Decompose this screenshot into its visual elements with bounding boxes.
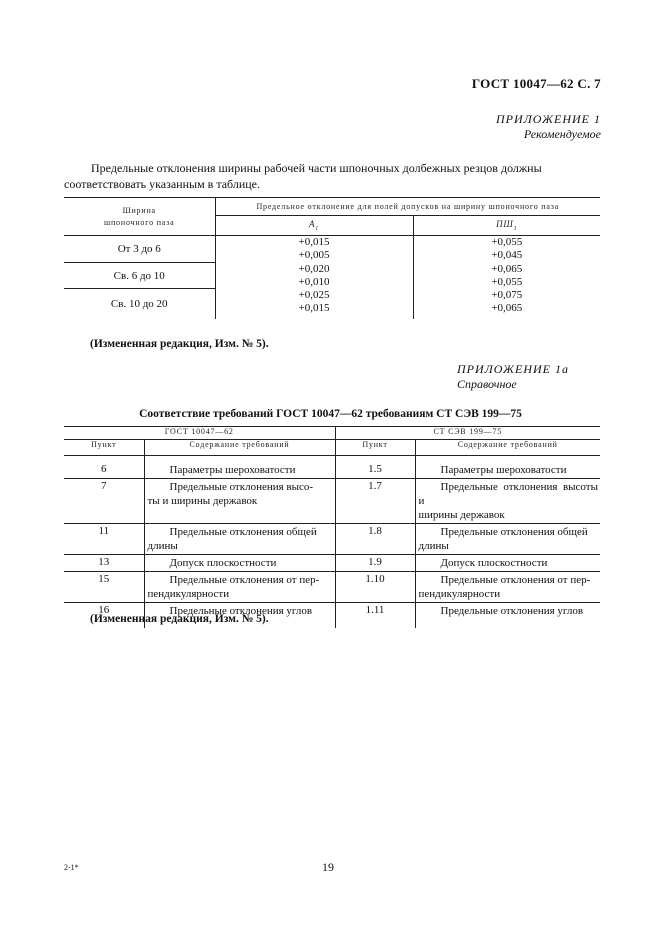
tolerance-table [64, 197, 600, 319]
row-label: От 3 до 6 [64, 236, 215, 263]
table-row: 6 Параметры шероховатости 1.5 Параметры шероховатости [64, 462, 600, 479]
col-header-content: Содержание требований [415, 440, 600, 456]
col-header-width-line2: шпоночного паза [104, 218, 175, 227]
row-label: Св. 10 до 20 [110, 297, 168, 310]
col-header-content: Содержание требований [144, 440, 335, 456]
table-row: 7 Предельные отклонения высо- ты и ширины державок 1.7 Предельные отклонения высоты и ширины державок [64, 478, 600, 523]
intro-paragraph: Предельные отклонения ширины рабочей части шпоночных долбежных резцов должны соответствовать указанным в таблице. [64, 161, 542, 191]
row-b-value: +0,065 +0,055 [413, 263, 600, 289]
appendix-1-subtitle: Рекомендуемое [523, 127, 601, 141]
appendix-1a-title: ПРИЛОЖЕНИЕ 1а [457, 362, 569, 376]
amendment-note-2: (Измененная редакция, Изм. № 5). [90, 613, 269, 625]
table-row: 15 Предельные отклонения от пер- пендикулярности 1.10 Предельные отклонения от пер- пендикулярности [64, 571, 600, 602]
row-label: Св. 6 до 10 [64, 263, 215, 289]
col-header-item: Пункт [64, 440, 144, 456]
col-header-a: $А_1$ [215, 216, 413, 236]
appendix-1a-subtitle: Справочное [457, 377, 517, 391]
col-header-b: $ПШ_1$ [413, 216, 600, 236]
row-b-value: +0,075 +0,065 [413, 289, 600, 319]
amendment-note-1: (Измененная редакция, Изм. № 5). [90, 338, 269, 350]
col-header-group: Предельное отклонение для полей допусков на ширину шпоночного паза [215, 198, 600, 216]
appendix-1-heading [496, 112, 601, 142]
page-header: ГОСТ 10047—62 С. 7 [471, 76, 601, 91]
row-b-value: +0,055 +0,045 [413, 236, 600, 263]
row-a-value: +0,025 +0,015 [215, 289, 413, 319]
table-row: 16 Предельные отклонения углов 1.11 Предельные отклонения углов [64, 602, 600, 628]
table-row: 13 Допуск плоскостности 1.9 Допуск плоскостности [64, 554, 600, 571]
row-a-value: +0,020 +0,010 [215, 263, 413, 289]
correspondence-table [64, 426, 600, 628]
table-row: 11 Предельные отклонения общей длины 1.8 Предельные отклонения общей длины [64, 523, 600, 554]
appendix-1-title: ПРИЛОЖЕНИЕ 1 [496, 112, 601, 126]
appendix-1a-heading [457, 362, 577, 392]
page-number: 19 [322, 860, 334, 874]
group-header-gost: ГОСТ 10047—62 [64, 427, 335, 440]
group-header-st-sev: СТ СЭВ 199—75 [335, 427, 600, 440]
col-header-item: Пункт [335, 440, 415, 456]
col-header-width-line1: Ширина [122, 206, 156, 215]
table-2-title: Соответствие требований ГОСТ 10047—62 требованиям СТ СЭВ 199—75 [139, 408, 522, 420]
col-header-width [64, 198, 215, 236]
print-signature: 2-1* [64, 863, 79, 872]
row-a-value: +0,015 +0,005 [215, 236, 413, 263]
